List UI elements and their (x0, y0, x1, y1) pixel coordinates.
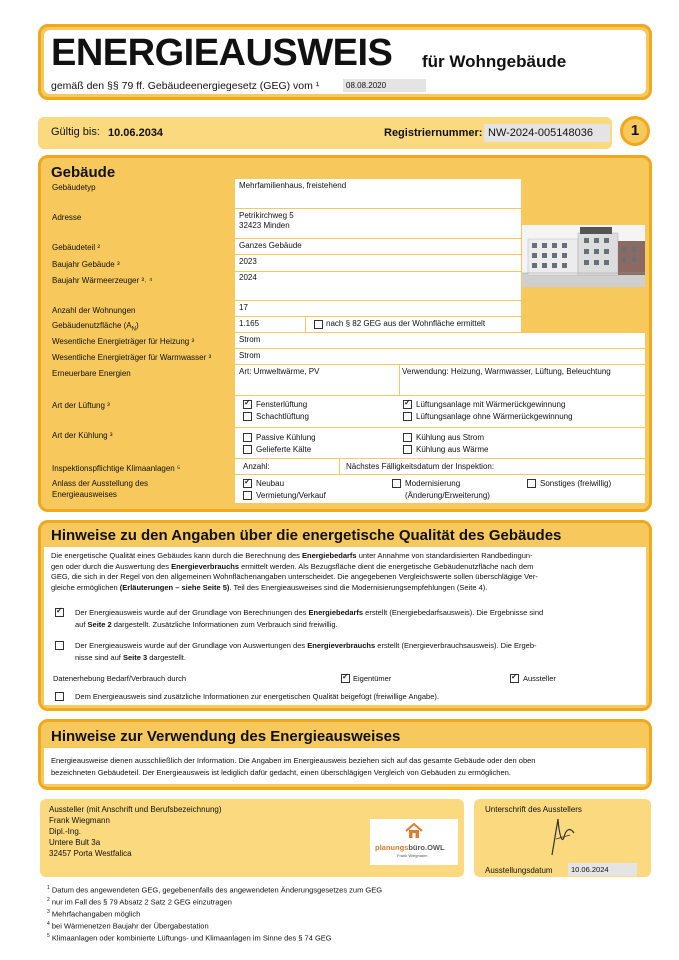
cool-passive-checkbox[interactable] (243, 433, 252, 442)
building-part-value: Ganzes Gebäude (239, 241, 302, 250)
vent-window-checkbox[interactable] (243, 400, 252, 409)
area-check-field (306, 317, 521, 332)
issuer-title: Dipl.-Ing. (49, 827, 82, 836)
reason-rent-checkbox[interactable] (243, 491, 252, 500)
renewable-label: Erneuerbare Energien (52, 369, 131, 378)
usage-notes-section (38, 719, 652, 790)
issuer-box (40, 799, 464, 877)
page-number-badge (620, 116, 650, 146)
address-label: Adresse (52, 213, 82, 222)
issuer-label-text: Aussteller (mit Anschrift und Berufsbezeichnung) (49, 805, 222, 814)
intro-l3: GEG, die sich in der Regel von den allgemeinen Wohnflächenangaben unterscheidet. Die angegebenen Vergleichswerte sollen überschlägige Ver- (51, 572, 538, 581)
opt1-b: Energiebedarfs (308, 608, 364, 617)
cool-electric-label: Kühlung aus Strom (416, 433, 485, 442)
heating-carrier-value: Strom (239, 335, 261, 344)
renewable-usage-value: Verwendung: Heizung, Warmwasser, Lüftung, Beleuchtung (402, 367, 611, 376)
owner-checkbox[interactable] (341, 674, 350, 683)
building-type-label: Gebäudetyp (52, 183, 96, 192)
intro-l2a: gen oder durch die Auswertung des (51, 561, 172, 571)
ac-label: Inspektionspflichtige Klimaanlagen ⁵ (52, 464, 181, 473)
building-section-title: Gebäude (51, 164, 116, 181)
intro-l4c: . Teil des Energieausweises sind die Modernisierungsempfehlungen (Seite 4). (229, 582, 488, 592)
logo-wordmark (375, 843, 445, 852)
year-built-field (235, 255, 521, 271)
ventilation-label: Art der Lüftung ³ (52, 401, 110, 410)
heater-year-field (235, 272, 521, 300)
vent-norecovery-label: Lüftungsanlage ohne Wärmerückgewinnung (416, 412, 573, 421)
usage-line-2: bezeichneten Gebäudeteil. Der Energieausweis ist lediglich dafür gedacht, einen überschlägigen Vergleich von Gebäuden zu ermöglichen. (51, 768, 511, 777)
water-carrier-value: Strom (239, 351, 261, 360)
footnote-3: $^3$ Mehrfachangaben möglich (47, 909, 141, 919)
demand-based-text (75, 608, 640, 629)
opt1-a: Der Energieausweis wurde auf der Grundlage von Berechnungen des (75, 608, 309, 617)
usage-line-1: Energieausweise dienen ausschließlich der Information. Die Angaben im Energieausweis beziehen sich auf das gesamte Gebäude oder den oben (51, 756, 536, 765)
intro-l4a: gleiche ermöglichen (51, 582, 120, 592)
logo-text-a: planungs (375, 843, 409, 852)
footnotes (47, 884, 647, 943)
reason-other-label: Sonstiges (freiwillig) (540, 479, 612, 488)
heater-year-label: Baujahr Wärmeerzeuger ³˒ ⁴ (52, 276, 153, 285)
footnote-4: $^4$ bei Wärmenetzen Baujahr der Übergabestation (47, 921, 209, 931)
heating-carrier-label: Wesentliche Energieträger für Heizung ³ (52, 337, 195, 346)
area-field (235, 317, 305, 332)
area-label-text: Gebäudenutzfläche (A (52, 321, 132, 330)
units-label: Anzahl der Wohnungen (52, 306, 136, 315)
demand-based-checkbox[interactable] (55, 608, 64, 617)
footnote-2-text: nur im Fall des § 79 Absatz 2 Satz 2 GEG einzutragen (51, 897, 232, 907)
building-part-label: Gebäudeteil ² (52, 243, 101, 252)
consumption-based-checkbox[interactable] (55, 641, 64, 650)
cooling-field (235, 428, 645, 458)
vent-recovery-label: Lüftungsanlage mit Wärmerückgewinnung (416, 400, 566, 409)
opt2-c: erstellt (Energieverbrauchsausweis). Die Ergeb- (375, 641, 537, 650)
water-carrier-field (235, 349, 645, 364)
footnote-5: $^5$ Klimaanlagen oder kombinierte Lüftungs- und Klimaanlagen im Sinne des § 74 GEG (47, 933, 332, 943)
law-date: 08.08.2020 (343, 79, 426, 92)
reason-rent-label: Vermietung/Verkauf (256, 491, 326, 500)
logo-text-b: büro.OWL (408, 843, 445, 852)
address-field (235, 209, 521, 238)
building-photo (522, 225, 645, 287)
cool-delivered-checkbox[interactable] (243, 445, 252, 454)
reason-modern-label: Modernisierung (405, 479, 461, 488)
renewable-type-value: Art: Umweltwärme, PV (239, 367, 320, 376)
reason-field (235, 475, 645, 503)
building-type-field (235, 179, 521, 208)
opt2-b: Energieverbrauchs (307, 641, 376, 650)
reason-other-checkbox[interactable] (527, 479, 536, 488)
data-collection-label: Datenerhebung Bedarf/Verbrauch durch (53, 674, 187, 683)
issue-date-label: Ausstellungsdatum (485, 866, 553, 875)
reason-label-1: Anlass der Ausstellung des (52, 479, 149, 488)
opt2-d: nisse sind auf (75, 653, 123, 662)
intro-l2b: Energieverbrauchs (171, 561, 240, 571)
document-subtitle: für Wohngebäude (422, 52, 567, 71)
address-line1: Petrikirchweg 5 (239, 211, 294, 220)
registration-label: Registriernummer: (384, 127, 483, 139)
ac-count-field (235, 459, 339, 474)
extra-info-checkbox[interactable] (55, 692, 64, 701)
intro-l2c: ermittelt werden. Als Bezugsfläche dient die energetische Gebäudenutzfläche nach dem (239, 561, 534, 571)
consumption-based-text (75, 641, 640, 662)
law-reference: gemäß den §§ 79 ff. Gebäudeenergiegesetz (GEG) vom ¹ (51, 80, 320, 92)
valid-until-value: 10.06.2034 (108, 127, 164, 139)
units-field (235, 301, 521, 316)
quality-notes-title: Hinweise zu den Angaben über die energetische Qualität des Gebäudes (51, 527, 562, 544)
issuer-name: Frank Wiegmann (49, 816, 110, 825)
reason-label-2: Energieausweises (52, 490, 117, 499)
area-label-end: ) (135, 321, 139, 330)
cool-heat-label: Kühlung aus Wärme (416, 445, 489, 454)
intro-l1b: Energiebedarfs (302, 551, 357, 560)
area-check-label: nach § 82 GEG aus der Wohnfläche ermittelt (326, 319, 486, 328)
area-label-sub: N (131, 326, 136, 333)
opt1-d: auf (75, 620, 88, 629)
year-built-value: 2023 (239, 257, 257, 266)
cool-delivered-label: Gelieferte Kälte (256, 445, 312, 454)
footnote-1: $^1$ Datum des angewendeten GEG, gegebenenfalls des angewendeten Änderungsgesetzes zum GEG (47, 885, 383, 895)
renewable-type-field (235, 365, 399, 395)
issuer-label: Aussteller (523, 674, 556, 683)
vent-recovery-checkbox[interactable] (403, 400, 412, 409)
heater-year-value: 2024 (239, 273, 257, 282)
footnote-2: $^2$ nur im Fall des § 79 Absatz 2 Satz 2 GEG einzutragen (47, 897, 232, 907)
opt1-f: dargestellt. Zusätzliche Informationen zum Verbrauch sind freiwillig. (111, 620, 338, 629)
footnote-1-text: Datum des angewendeten GEG, gegebenenfalls des angewendeten Änderungsgesetzes zum GEG (51, 885, 383, 895)
issue-date-value: 10.06.2024 (568, 863, 637, 876)
quality-intro (51, 551, 641, 592)
ac-count-label: Anzahl: (243, 462, 270, 471)
reason-new-checkbox[interactable] (243, 479, 252, 488)
area-label (52, 321, 139, 335)
year-built-label: Baujahr Gebäude ³ (52, 260, 120, 269)
vent-shaft-label: Schachtlüftung (256, 412, 309, 421)
ac-next-field (340, 459, 645, 474)
renewable-usage-field (400, 365, 645, 395)
reason-new-label: Neubau (256, 479, 285, 488)
owner-label: Eigentümer (353, 674, 392, 683)
heating-carrier-field (235, 333, 645, 348)
opt1-c: erstellt (Energiebedarfsausweis). Die Ergebnisse sind (363, 608, 544, 617)
building-table (48, 179, 648, 505)
water-carrier-label: Wesentliche Energieträger für Warmwasser ³ (52, 353, 212, 362)
reason-modern-sub: (Änderung/Erweiterung) (405, 491, 490, 500)
signature (544, 815, 584, 859)
opt2-a: Der Energieausweis wurde auf der Grundlage von Auswertungen des (75, 641, 308, 650)
opt1-e: Seite 2 (87, 620, 112, 629)
area-value: 1.165 (239, 319, 260, 328)
building-type-value: Mehrfamilienhaus, freistehend (239, 181, 347, 190)
signature-box (474, 799, 651, 877)
issuer-checkbox[interactable] (510, 674, 519, 683)
house-icon (404, 823, 424, 839)
document-title: ENERGIEAUSWEIS (51, 32, 393, 74)
cool-passive-label: Passive Kühlung (256, 433, 316, 442)
footnote-4-text: bei Wärmenetzen Baujahr der Übergabestation (51, 921, 209, 931)
cool-heat-checkbox[interactable] (403, 445, 412, 454)
reason-modern-checkbox[interactable] (392, 479, 401, 488)
ac-next-label: Nächstes Fälligkeitsdatum der Inspektion: (346, 462, 495, 471)
opt2-f: dargestellt. (147, 653, 186, 662)
cool-electric-checkbox[interactable] (403, 433, 412, 442)
company-logo (370, 819, 458, 865)
vent-shaft-checkbox[interactable] (243, 412, 252, 421)
validity-bar (38, 117, 612, 149)
page-number: 1 (630, 122, 640, 139)
area-checkbox[interactable] (314, 320, 323, 329)
extra-info-text: Dem Energieausweis sind zusätzliche Informationen zur energetischen Qualität beigefügt (freiwillige Angabe). (75, 692, 439, 701)
intro-l1c: unter Annahme von standardisierten Randbedingun- (356, 551, 533, 560)
footnote-3-text: Mehrfachangaben möglich (51, 909, 141, 919)
issuer-city: 32457 Porta Westfalica (49, 849, 132, 858)
vent-norecovery-checkbox[interactable] (403, 412, 412, 421)
header-box (38, 24, 652, 100)
valid-until-label: Gültig bis: (51, 126, 100, 138)
usage-notes-title: Hinweise zur Verwendung des Energieausweises (51, 728, 401, 745)
address-line2: 32423 Minden (239, 221, 290, 230)
intro-l1a: Die energetische Qualität eines Gebäudes kann durch die Berechnung des (51, 551, 302, 560)
footnote-5-text: Klimaanlagen oder kombinierte Lüftungs- und Klimaanlagen im Sinne des § 74 GEG (51, 933, 332, 943)
building-part-field (235, 239, 521, 254)
cooling-label: Art der Kühlung ³ (52, 431, 113, 440)
logo-subtext: Frank Wiegmann (397, 853, 428, 858)
issuer-street: Untere Bult 3a (49, 838, 101, 847)
intro-l4b: (Erläuterungen – siehe Seite 5) (119, 582, 230, 592)
units-value: 17 (239, 303, 248, 312)
ventilation-field (235, 396, 645, 427)
vent-window-label: Fensterlüftung (256, 400, 308, 409)
opt2-e: Seite 3 (122, 653, 148, 662)
registration-number: NW-2024-005148036 (484, 124, 610, 142)
signature-label: Unterschrift des Ausstellers (485, 805, 582, 814)
quality-notes-section (38, 520, 652, 711)
